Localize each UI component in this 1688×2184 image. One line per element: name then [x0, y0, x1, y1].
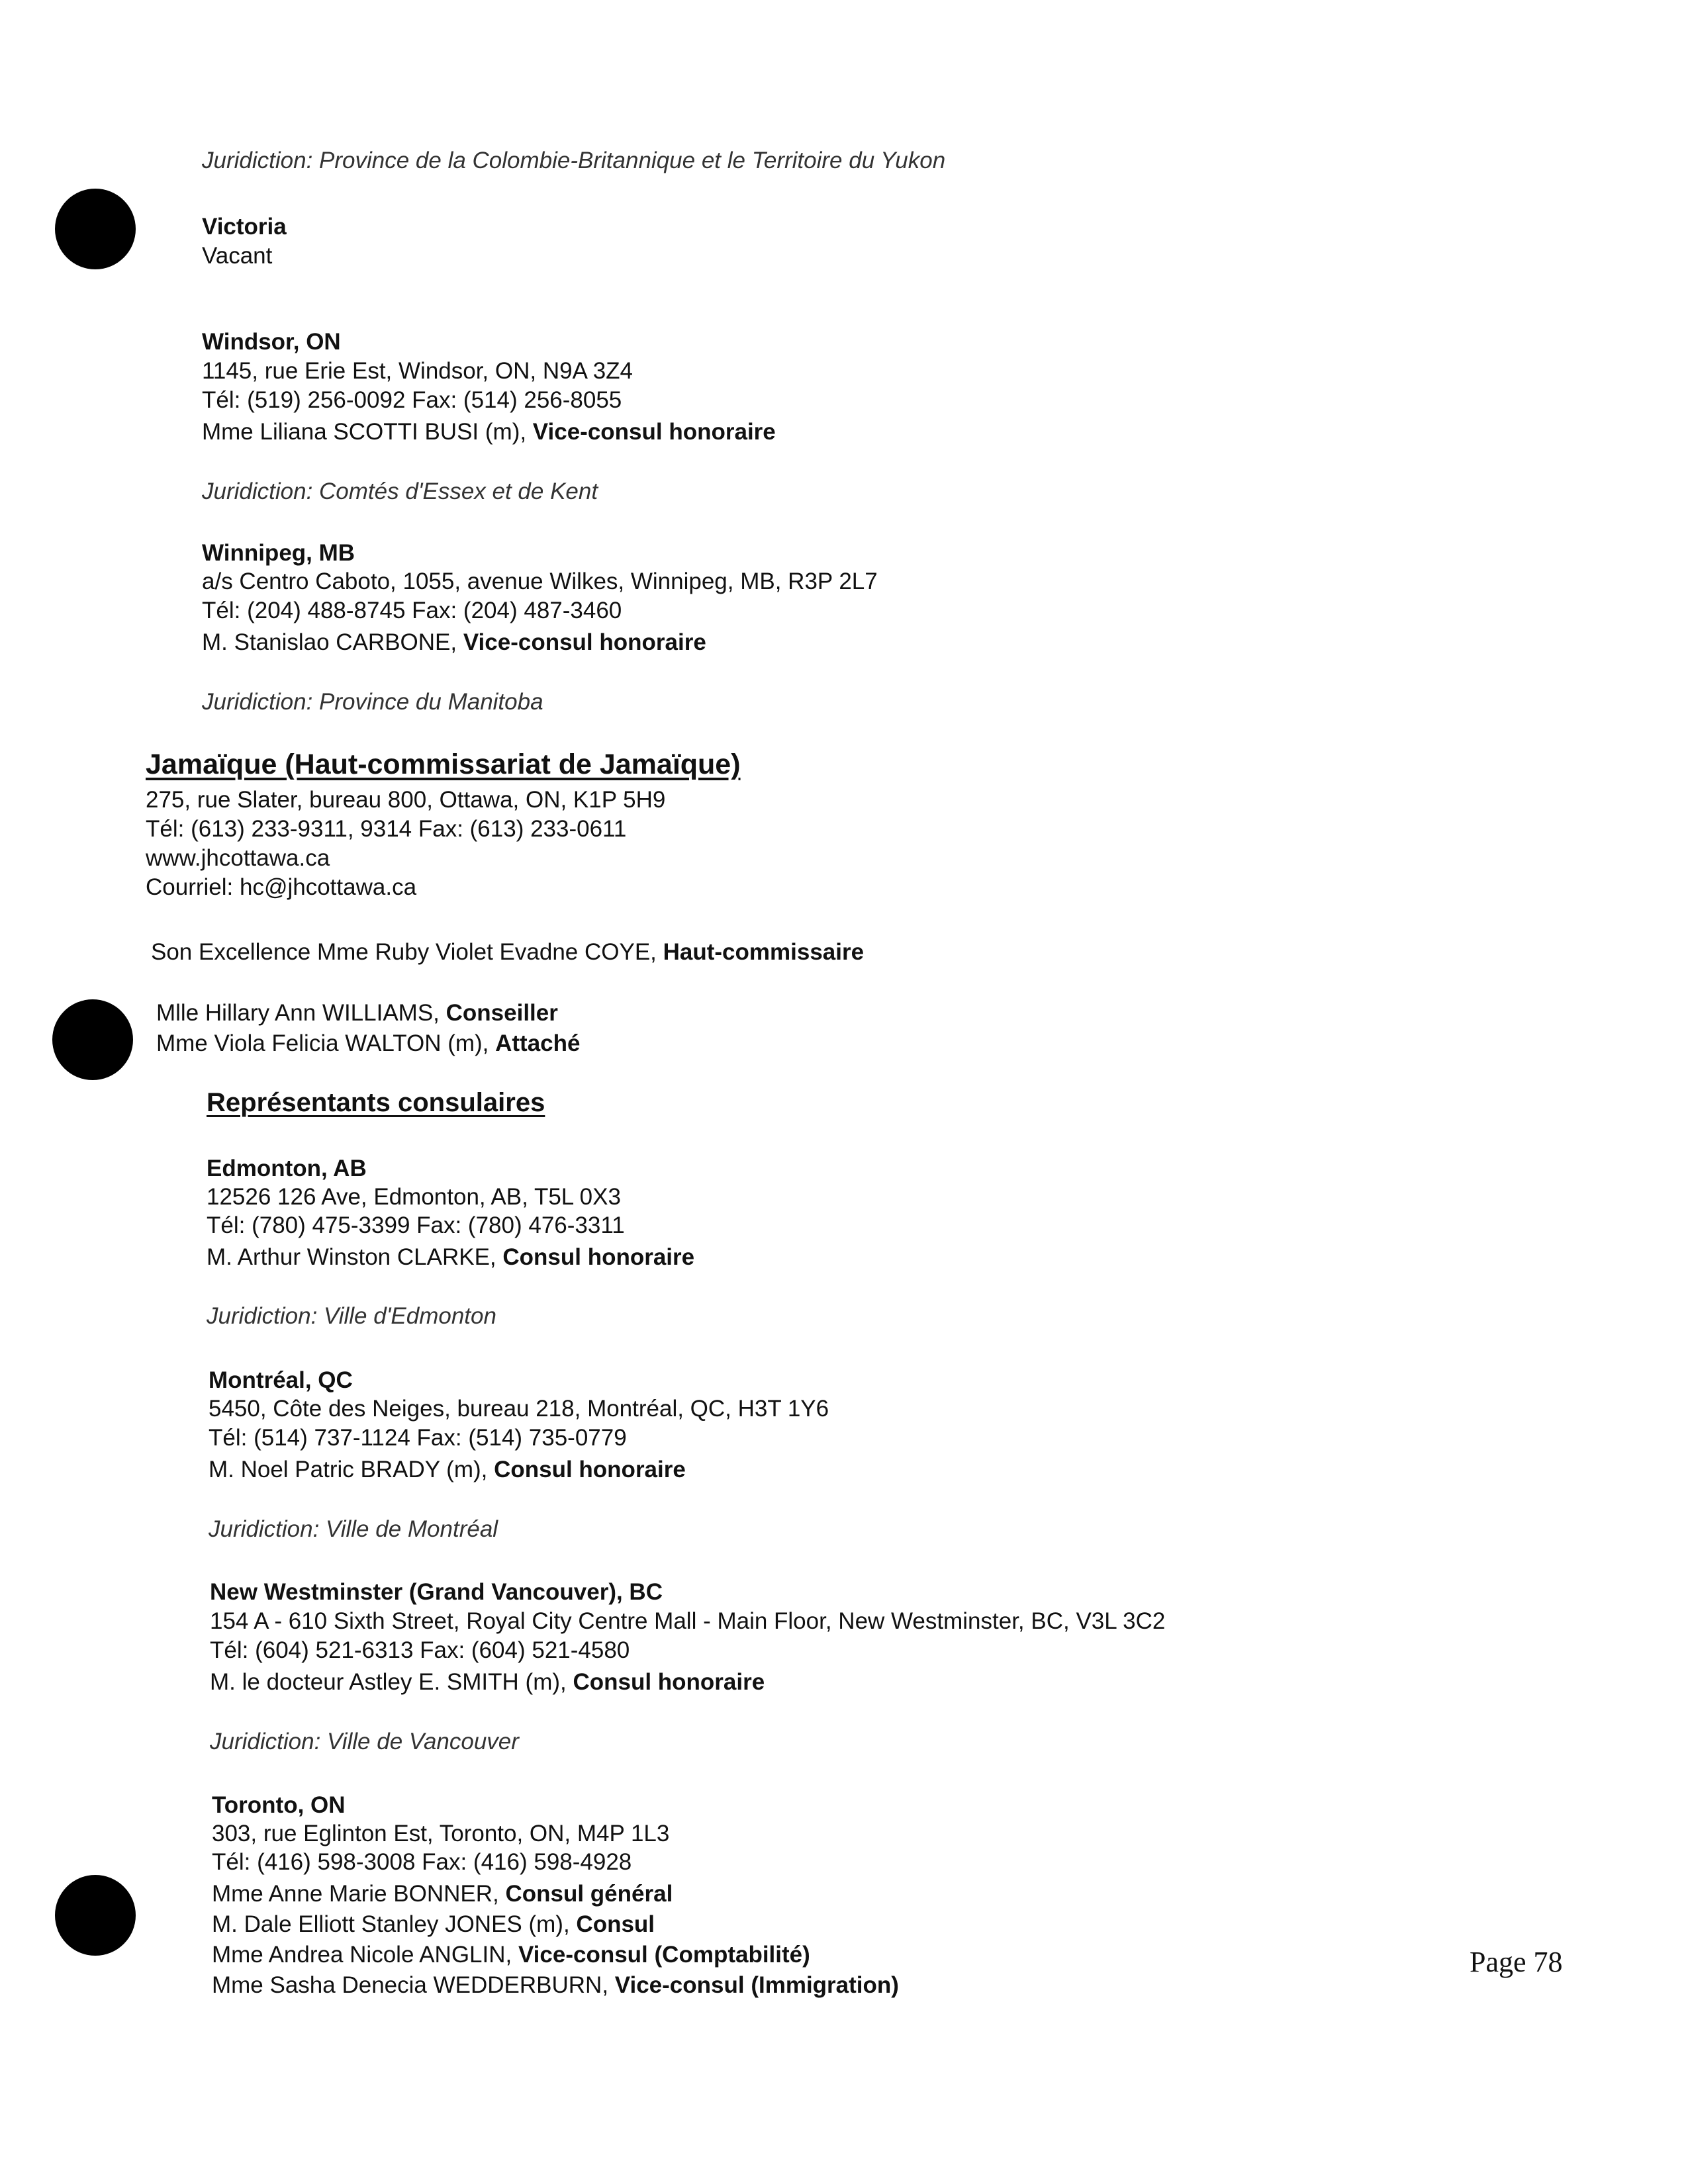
address-line: 154 A - 610 Sixth Street, Royal City Centre Mall - Main Floor, New Westminster, BC, V3L 3C2 — [210, 1608, 1166, 1634]
address-line: 5450, Côte des Neiges, bureau 218, Montréal, QC, H3T 1Y6 — [209, 1396, 829, 1422]
person-name: M. Stanislao CARBONE, — [202, 629, 463, 655]
person-name: Mme Sasha Denecia WEDDERBURN, — [212, 1972, 615, 1998]
person-line — [210, 1668, 765, 1696]
person-name: M. le docteur Astley E. SMITH (m), — [210, 1669, 573, 1695]
city-name: New Westminster (Grand Vancouver), BC — [210, 1579, 663, 1605]
jurisdiction-line: Juridiction: Ville d'Edmonton — [207, 1303, 496, 1329]
redaction-dot — [55, 189, 136, 269]
person-title: Conseiller — [445, 1000, 558, 1026]
address-line: a/s Centro Caboto, 1055, avenue Wilkes, Winnipeg, MB, R3P 2L7 — [202, 569, 878, 594]
address-line: 12526 126 Ave, Edmonton, AB, T5L 0X3 — [207, 1184, 621, 1210]
person-line — [212, 1880, 673, 1908]
email-line: Courriel: hc@jhcottawa.ca — [146, 874, 417, 900]
phone-line: Tél: (204) 488-8745 Fax: (204) 487-3460 — [202, 598, 622, 623]
person-line — [212, 1972, 899, 1999]
person-name: Mme Anne Marie BONNER, — [212, 1881, 506, 1907]
city-name: Edmonton, AB — [207, 1156, 367, 1181]
jurisdiction-line: Juridiction: Province du Manitoba — [202, 689, 543, 715]
person-line — [156, 1030, 581, 1058]
person-line — [156, 999, 558, 1027]
person-line — [202, 629, 706, 657]
phone-line: Tél: (416) 598-3008 Fax: (416) 598-4928 — [212, 1849, 632, 1875]
jurisdiction-line: Juridiction: Ville de Vancouver — [210, 1729, 519, 1754]
jurisdiction-line: Juridiction: Comtés d'Essex et de Kent — [202, 478, 598, 504]
person-line — [151, 938, 864, 966]
person-line — [212, 1941, 810, 1969]
website-link[interactable]: www.jhcottawa.ca — [146, 845, 330, 871]
person-name: M. Noel Patric BRADY (m), — [209, 1457, 494, 1482]
person-title: Consul honoraire — [502, 1244, 695, 1270]
page-number: Page 78 — [1470, 1946, 1563, 1978]
person-title: Vice-consul (Comptabilité) — [518, 1942, 810, 1968]
jurisdiction-line: Juridiction: Ville de Montréal — [209, 1516, 498, 1542]
person-line — [202, 418, 776, 446]
person-title: Haut-commissaire — [663, 939, 865, 965]
address-line: 1145, rue Erie Est, Windsor, ON, N9A 3Z4 — [202, 358, 633, 384]
person-title: Consul honoraire — [494, 1457, 686, 1482]
person-line — [212, 1911, 655, 1938]
city-name: Victoria — [202, 214, 287, 240]
redaction-dot — [55, 1875, 136, 1956]
person-name: M. Dale Elliott Stanley JONES (m), — [212, 1911, 577, 1937]
city-name: Montréal, QC — [209, 1367, 353, 1393]
country-heading: Jamaïque (Haut-commissariat de Jamaïque) — [146, 749, 741, 780]
person-name: Son Excellence Mme Ruby Violet Evadne COYE, — [151, 939, 663, 965]
section-heading: Représentants consulaires — [207, 1088, 545, 1117]
city-name: Winnipeg, MB — [202, 540, 355, 566]
status-text: Vacant — [202, 243, 273, 269]
phone-line: Tél: (604) 521-6313 Fax: (604) 521-4580 — [210, 1637, 630, 1663]
address-line: 303, rue Eglinton Est, Toronto, ON, M4P 1L3 — [212, 1821, 670, 1846]
phone-line: Tél: (613) 233-9311, 9314 Fax: (613) 233-0611 — [146, 816, 627, 842]
person-title: Attaché — [495, 1030, 581, 1056]
person-name: Mme Viola Felicia WALTON (m), — [156, 1030, 496, 1056]
person-line — [207, 1244, 694, 1271]
redaction-dot — [52, 999, 133, 1080]
person-title: Vice-consul honoraire — [463, 629, 706, 655]
phone-line: Tél: (519) 256-0092 Fax: (514) 256-8055 — [202, 387, 622, 413]
person-title: Consul général — [505, 1881, 673, 1907]
person-name: Mme Andrea Nicole ANGLIN, — [212, 1942, 518, 1968]
person-name: Mlle Hillary Ann WILLIAMS, — [156, 1000, 446, 1026]
person-title: Consul — [576, 1911, 655, 1937]
person-line — [209, 1456, 686, 1484]
phone-line: Tél: (780) 475-3399 Fax: (780) 476-3311 — [207, 1212, 625, 1238]
person-title: Consul honoraire — [573, 1669, 765, 1695]
phone-line: Tél: (514) 737-1124 Fax: (514) 735-0779 — [209, 1425, 627, 1451]
person-name: Mme Liliana SCOTTI BUSI (m), — [202, 419, 533, 445]
city-name: Toronto, ON — [212, 1792, 346, 1818]
city-name: Windsor, ON — [202, 329, 341, 355]
person-name: M. Arthur Winston CLARKE, — [207, 1244, 503, 1270]
person-title: Vice-consul honoraire — [532, 419, 776, 445]
address-line: 275, rue Slater, bureau 800, Ottawa, ON, K1P 5H9 — [146, 787, 666, 813]
jurisdiction-line: Juridiction: Province de la Colombie-Britannique et le Territoire du Yukon — [202, 148, 946, 173]
person-title: Vice-consul (Immigration) — [614, 1972, 899, 1998]
